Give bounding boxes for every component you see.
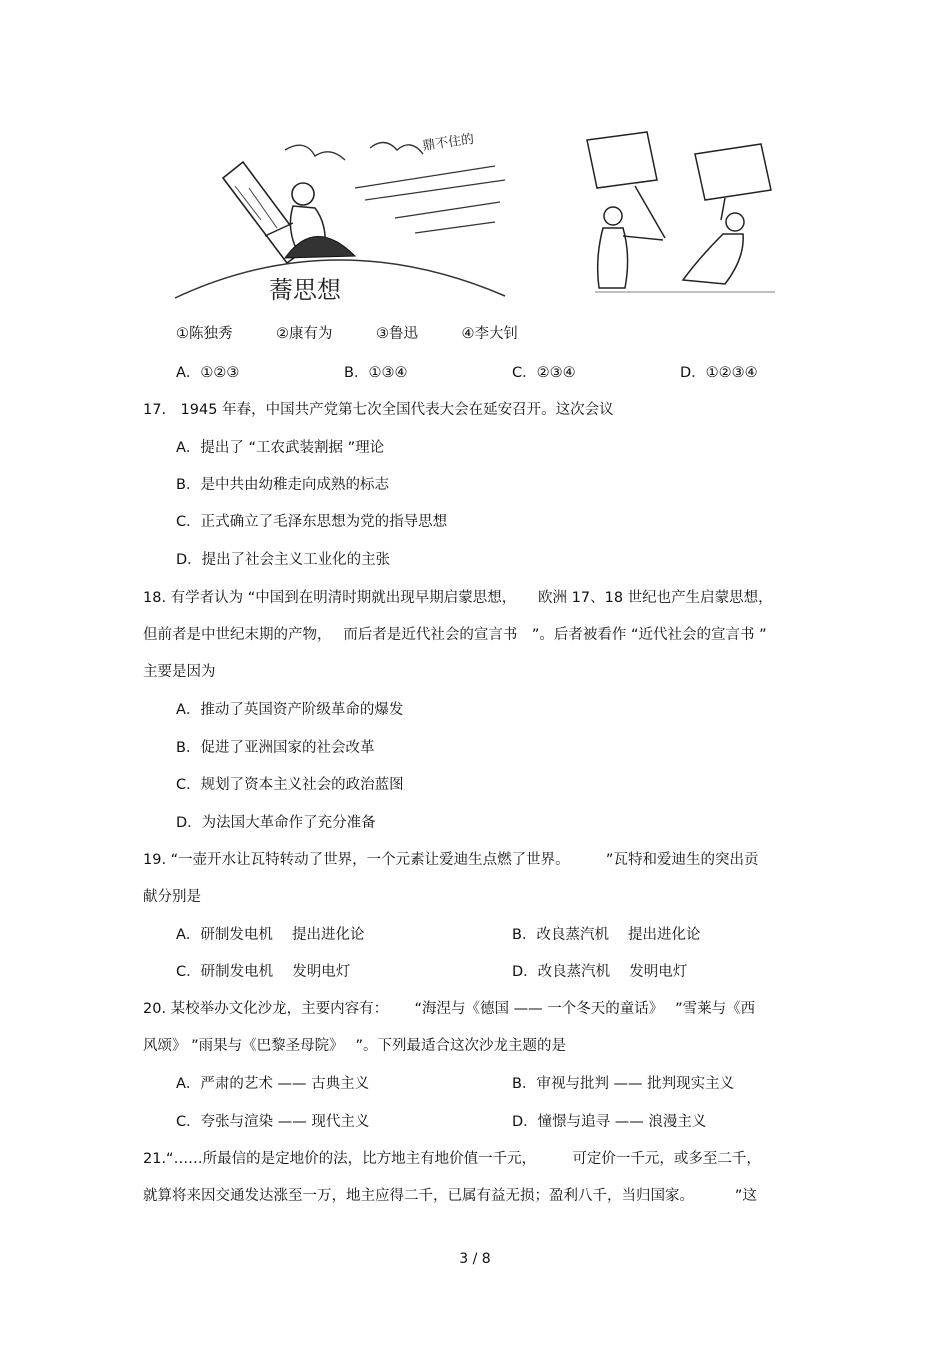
q16-option-d[interactable]: D．①②③④	[680, 365, 758, 381]
q20-stem-line-1: 20. 某校举办文化沙龙，主要内容有： “海涅与《德国 —— 一个冬天的童话》 ”雪莱与《西	[143, 1001, 756, 1017]
q20-option-a[interactable]: A．严肃的艺术 —— 古典主义	[176, 1076, 370, 1092]
cartoon-left-illustration	[165, 128, 525, 308]
q18-option-a[interactable]: A．推动了英国资产阶级革命的爆发	[176, 702, 404, 718]
q18-stem-line-3: 主要是因为	[143, 664, 216, 680]
q20-option-c[interactable]: C．夸张与渲染 —— 现代主义	[176, 1114, 370, 1130]
q16-items: ①陈独秀 ②康有为 ③鲁迅 ④李大钊	[176, 326, 518, 342]
q19-option-d[interactable]: D．改良蒸汽机 发明电灯	[512, 964, 688, 980]
q18-option-c[interactable]: C．规划了资本主义社会的政治蓝图	[176, 777, 404, 793]
q16-option-c[interactable]: C．②③④	[512, 365, 576, 381]
q19-option-a[interactable]: A．研制发电机 提出进化论	[176, 927, 365, 943]
q18-option-d[interactable]: D．为法国大革命作了充分准备	[176, 815, 376, 831]
q19-stem-line-1: 19. “一壶开水让瓦特转动了世界，一个元素让爱迪生点燃了世界。 ”瓦特和爱迪生的突出贡	[143, 852, 759, 868]
q17-option-b[interactable]: B．是中共由幼稚走向成熟的标志	[176, 477, 389, 493]
q18-option-b[interactable]: B．促进了亚洲国家的社会改革	[176, 740, 375, 756]
q19-stem-line-2: 献分别是	[143, 889, 201, 905]
q21-stem-line-1: 21.“……所最信的是定地价的法，比方地主有地价值一千元， 可定价一千元，或多至二千，	[143, 1151, 761, 1167]
q20-option-b[interactable]: B．审视与批判 —— 批判现实主义	[512, 1076, 735, 1092]
cartoon-banner-text: 鼎不住的	[421, 131, 476, 154]
q17-option-a[interactable]: A．提出了 “工农武装割据 ”理论	[176, 440, 385, 456]
q17-option-d[interactable]: D．提出了社会主义工业化的主张	[176, 552, 391, 568]
q16-option-a[interactable]: A．①②③	[176, 365, 240, 381]
q21-stem-line-2: 就算将来因交通发达涨至一万，地主应得二千，已属有益无损；盈利八千，当归国家。 ”这	[143, 1188, 757, 1204]
cartoon-caption: 蕎思想	[269, 276, 341, 304]
q17-stem: 17. 1945 年春，中国共产党第七次全国代表大会在延安召开。这次会议	[143, 402, 614, 418]
q16-option-b[interactable]: B．①③④	[344, 365, 408, 381]
q19-option-b[interactable]: B．改良蒸汽机 提出进化论	[512, 927, 701, 943]
q20-stem-line-2: 风颂》 ”雨果与《巴黎圣母院》 ”。下列最适合这次沙龙主题的是	[143, 1038, 566, 1054]
q18-stem-line-2: 但前者是中世纪末期的产物， 而后者是近代社会的宣言书 ”。后者被看作 “近代社会的宣言书 ”	[143, 627, 767, 643]
q17-option-c[interactable]: C．正式确立了毛泽东思想为党的指导思想	[176, 514, 448, 530]
q20-option-d[interactable]: D．憧憬与追寻 —— 浪漫主义	[512, 1114, 707, 1130]
cartoon-right-illustration	[575, 128, 785, 298]
q18-stem-line-1: 18. 有学者认为 “中国到在明清时期就出现早期启蒙思想， 欧洲 17、18 世纪也产生启蒙思想，	[143, 590, 773, 606]
q19-option-c[interactable]: C．研制发电机 发明电灯	[176, 964, 351, 980]
page-number: 3 / 8	[459, 1251, 491, 1267]
